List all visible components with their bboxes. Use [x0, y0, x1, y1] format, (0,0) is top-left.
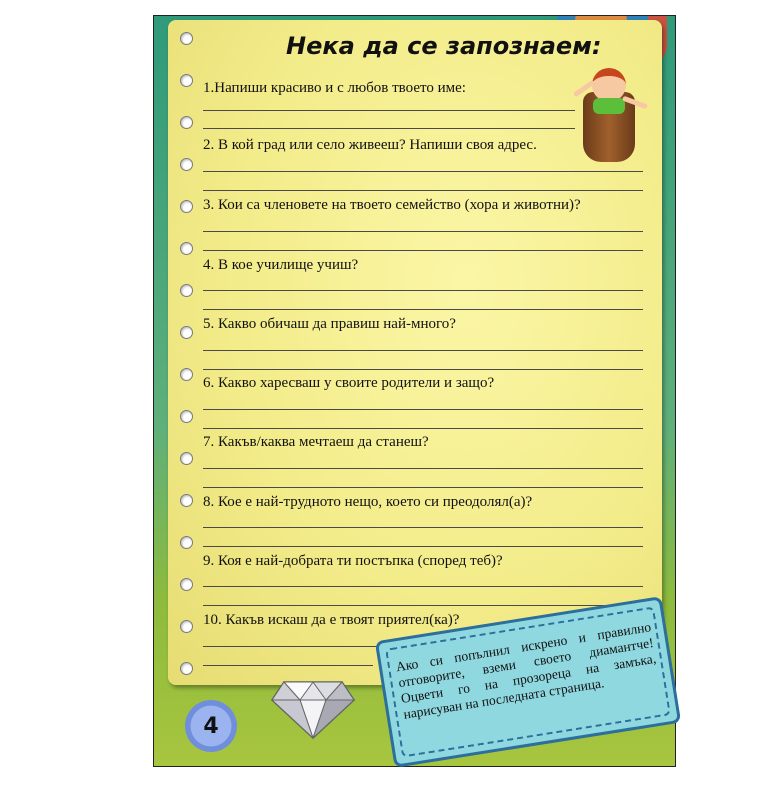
answer-line[interactable] [203, 128, 575, 129]
binder-hole [180, 410, 193, 423]
answer-line[interactable] [203, 250, 643, 251]
answer-line[interactable] [203, 409, 643, 410]
answer-line[interactable] [203, 527, 643, 528]
note-text: Ако си попълнил искрено и правилно отговорите, вземи своето диамантче! Оцвети го на прозореца на замъка, нарисуван на последната страница. [394, 619, 658, 722]
question-text: 3. Кои са членовете на твоето семейство (хора и животни)? [203, 197, 581, 213]
binder-hole [180, 326, 193, 339]
girl-illustration [592, 68, 626, 102]
answer-line[interactable] [203, 171, 643, 172]
girl-shirt-illustration [593, 98, 625, 114]
question-text: 5. Какво обичаш да правиш най-много? [203, 316, 456, 332]
page-title: Нека да се запознаем: [286, 32, 602, 60]
answer-line[interactable] [203, 231, 643, 232]
answer-line[interactable] [203, 487, 643, 488]
binder-hole [180, 620, 193, 633]
answer-line[interactable] [203, 369, 643, 370]
question-text: 7. Какъв/каква мечтаеш да станеш? [203, 434, 429, 450]
binder-hole [180, 158, 193, 171]
binder-hole [180, 284, 193, 297]
binder-hole [180, 494, 193, 507]
answer-line[interactable] [203, 428, 643, 429]
answer-line[interactable] [203, 586, 643, 587]
page-number: 4 [203, 713, 219, 739]
question-text: 4. В кое училище учиш? [203, 257, 359, 273]
answer-line[interactable] [203, 546, 643, 547]
binder-hole [180, 116, 193, 129]
question-text: 2. В кой град или село живееш? Напиши своя адрес. [203, 137, 537, 153]
binder-hole [180, 32, 193, 45]
answer-line[interactable] [203, 290, 643, 291]
answer-line[interactable] [203, 665, 373, 666]
binder-hole [180, 536, 193, 549]
binder-hole [180, 578, 193, 591]
answer-line[interactable] [203, 350, 643, 351]
question-text: 1.Напиши красиво и с любов твоето име: [203, 80, 466, 96]
binder-hole [180, 200, 193, 213]
answer-line[interactable] [203, 309, 643, 310]
question-text: 8. Кое е най-трудното нещо, което си преодолял(а)? [203, 494, 533, 510]
answer-line[interactable] [203, 468, 643, 469]
diamond-icon [270, 672, 356, 742]
question-text: 9. Коя е най-добрата ти постъпка (според теб)? [203, 553, 503, 569]
answer-line[interactable] [203, 190, 643, 191]
answer-line[interactable] [203, 110, 575, 111]
answer-line[interactable] [203, 605, 643, 606]
page-number-badge [185, 700, 237, 752]
question-text: 10. Какъв искаш да е твоят приятел(ка)? [203, 612, 460, 628]
binder-hole [180, 242, 193, 255]
binder-hole [180, 74, 193, 87]
binder-hole [180, 662, 193, 675]
question-text: 6. Какво харесваш у своите родители и защо? [203, 375, 495, 391]
binder-hole [180, 368, 193, 381]
binder-hole [180, 452, 193, 465]
